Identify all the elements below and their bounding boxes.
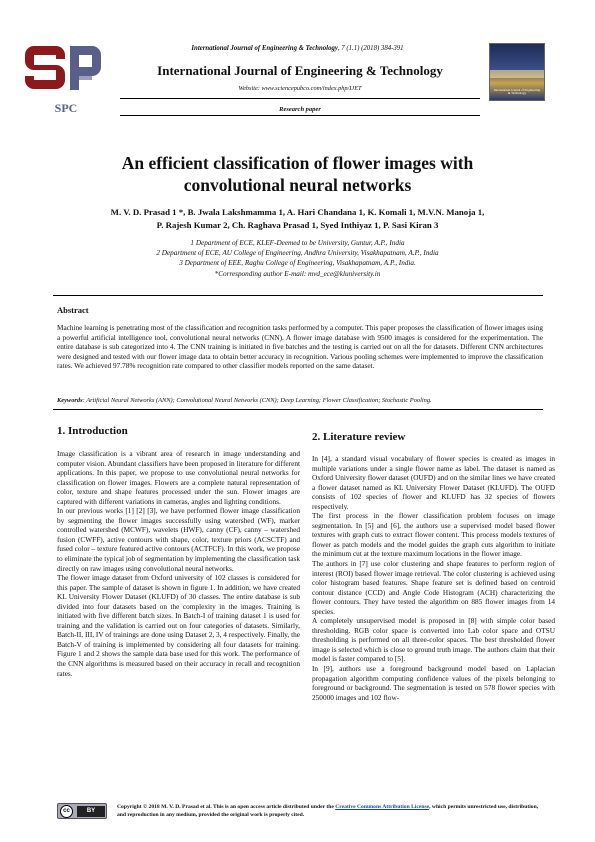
author-line-2: P. Rajesh Kumar 2, Ch. Raghava Prasad 1, Syed Inthiyaz 1, P. Sasi Kiran 3 <box>156 219 439 230</box>
journal-cover-image <box>489 43 545 101</box>
abstract-rule-bottom <box>53 409 543 410</box>
keywords-label: Keywords <box>57 397 83 404</box>
author-line-1: M. V. D. Prasad 1 *, B. Jwala Lakshmamma 1, A. Hari Chandana 1, K. Komali 1, M.V.N. Manoja 1, <box>110 207 485 217</box>
copyright-notice <box>117 803 545 819</box>
lit-paragraph-3: The authors in [7] use color clustering and shape features to perform region of interest (ROI) based flower image retrieval. The color clustering is achieved using color histogram based features. Shape feature set is defined based on centroid contour distance (CCD) and Angle Code Histogram (ACH) characterizing the flower contours. They have tested the algorithm on 885 flower images from 14 species. <box>312 559 555 616</box>
affiliation-2: 2 Department of ECE, AU College of Engineering, Andhra University, Visakhapatnam, A.P., India <box>156 249 439 258</box>
citation-details: , 7 (1.1) (2018) 384-391 <box>337 45 404 52</box>
header-divider-lower <box>120 115 480 116</box>
cover-title: International Journal of Engineering & Technology <box>493 87 541 96</box>
journal-website-link[interactable]: Website: www.sciencepubco.com/index.php/IJET <box>238 85 362 92</box>
literature-review-column <box>312 454 555 702</box>
cc-license-badge[interactable] <box>57 803 107 819</box>
paper-type-label: Research paper <box>279 106 321 113</box>
paper-title-line-2: convolutional neural networks <box>183 175 412 195</box>
paper-title-line-1: An efficient classification of flower images with <box>121 153 474 173</box>
citation-journal: International Journal of Engineering & Technology <box>191 45 338 52</box>
affiliation-3: 3 Department of EEE, Raghu College of Engineering, Visakhapatnam, A.P., India. <box>179 259 416 268</box>
paper-title <box>60 152 535 196</box>
cc-icon: cc <box>60 805 73 818</box>
logo-text: SPC <box>54 101 78 115</box>
copyright-text-end: , which permits unrestricted use, distribution, and reproduction in any medium, provided the original work is properly cited. <box>117 804 539 818</box>
copyright-text-start: Copyright © 2018 M. V. D. Prasad et al. This is an open access article distributed under the <box>117 804 336 810</box>
journal-title: International Journal of Engineering & Technology <box>157 63 443 78</box>
lit-paragraph-1: In [4], a standard visual vocabulary of flower species is created as images in multiple variations under a single flower name as label. The dataset is named as Oxford University flower dataset (OUFD) and on the similar lines we have created a flower dataset named as KL University Flower Dataset (KLUFD). The OUFD consists of 102 species of flower and KLUFD has 32 species of flowers respectively. <box>312 454 555 511</box>
section-literature-review-heading: 2. Literature review <box>312 431 406 443</box>
lit-paragraph-5: In [9], authors use a foreground background model based on Laplacian propagation algorithm computing confidence values of the pixels belonging to foreground or background. The segmentation is tested on 578 flower species with 250000 images and 102 flow- <box>312 664 555 702</box>
header-divider <box>120 98 480 99</box>
introduction-column <box>57 449 300 678</box>
affiliations <box>40 238 555 279</box>
intro-paragraph-1: Image classification is a vibrant area of research in image understanding and computer vision. Abundant classifiers have been proposed in literature for different applications. In this paper, we propose to use convolutional neural networks for classification on flower images. Flowers are a complete natural representation of color, texture and shape features processed under the sun. Flower images are captured with different variations in cameras, angles and lighting conditions. <box>57 449 300 506</box>
abstract-rule-top <box>53 295 543 296</box>
affiliation-1: 1 Department of ECE, KLEF-Deemed to be University, Guntur, A.P., India <box>190 239 405 247</box>
lit-paragraph-2: The first process in the flower classification problem focuses on image segmentation. In [5] and [6], the authors use a supervised model based flower textures with graph cuts to extract flower content. This process models textures of flower as patch models and the model guides the graph cuts algorithm to initiate the minimum cut at the texture maximum locations in the flower image. <box>312 511 555 559</box>
corresponding-author: *Corresponding author E-mail: mvd_ece@kluniversity.in <box>214 269 381 278</box>
section-introduction-heading: 1. Introduction <box>57 425 128 437</box>
by-icon: BY <box>77 806 105 817</box>
intro-paragraph-3: The flower image dataset from Oxford university of 102 classes is considered for this paper. The sample of dataset is shown in figure 1. In addition, we have created KL University Flower Dataset (KLUFD) of 30 classes. The entire database is sub divided into four datasets based on the complexity in the images. Training is initiated with five different batch sizes. In Batch-I of training dataset 1 is used for training and the validation is carried out on four categories of datasets. Similarly, Batch-II, III, IV of trainings are done using Dataset 2, 3, 4 respectively. Finally, the Batch-V of training is implemented by considering all four datasets for training. Figure 1 and 2 shows the sample data base used for this work. The performance of the CNN algorithms is measured based on their accuracy in recall and recognition rates. <box>57 573 300 678</box>
intro-paragraph-2: In our previous works [1] [2] [3], we have performed flower image classification by segmenting the flower images successfully using watershed (WF), marker controlled watershed (MCWF), wavelets (HWF), canny (CF), canny – watershed fusion (CWFF), active contours with shape, color, texture priors (ACSCTF) and fused color – texture featured active contours (ACTFCF). In this work, we propose to eliminate the typical job of segmentation by implementing the classification task directly on raw images using convolutional neural networks. <box>57 506 300 573</box>
license-link[interactable]: Creative Commons Attribution License <box>335 804 430 810</box>
abstract-heading: Abstract <box>57 305 89 315</box>
keywords <box>57 397 543 404</box>
keywords-list: : Artificial Neural Networks (ANN); Convolutional Neural Networks (CNN); Deep Learning; Flower Classification; Stochastic Pooling. <box>82 397 432 404</box>
author-list <box>40 206 555 231</box>
abstract-body: Machine learning is penetrating most of the classification and recognition tasks performed by a computer. This paper proposes the classification of flower images using a powerful artificial intelligence tool, convolutional neural networks (CNN). A flower image database with 9500 images is considered for the experimentation. The entire database is sub categorized into 4. The CNN training is initiated in five batches and the testing is carried out on all the for datasets. Different CNN architectures were designed and tested with our flower image data to obtain better accuracy in recognition. Various pooling schemes were implemented to improve the classification rates. We achieved 97.78% recognition rate compared to other classifier models reported on the same dataset. <box>57 324 543 371</box>
lit-paragraph-4: A completely unsupervised model is proposed in [8] with simple color based thresholding. RGB color space is converted into Lab color space and OTSU thresholding is performed on all three-color spaces. The best thresholded flower image is selected which is close to ground truth image. The authors claim that their model is faster compared to [5]. <box>312 616 555 664</box>
